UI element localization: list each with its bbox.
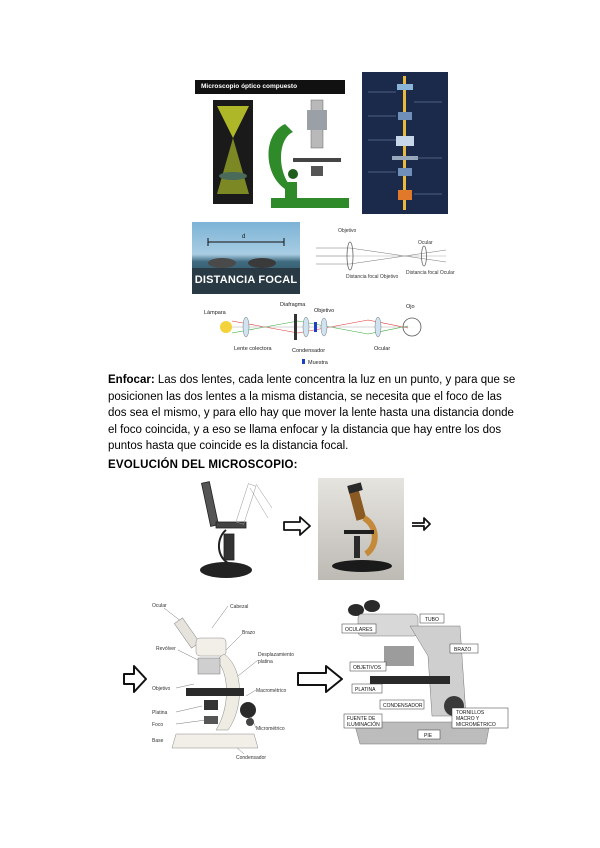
label-focal-ocular: Distancia focal Ocular [406,270,455,276]
compound-microscope-illustration [193,94,355,214]
pd-desplazamiento: Desplazamiento [258,652,294,658]
light-path [232,320,408,334]
pd-platina-label: platina [258,659,273,665]
muestra-legend-swatch [302,359,305,364]
microscope-condenser [311,166,323,176]
scope-base [172,734,258,748]
pd-ocular: Ocular [152,603,167,609]
ocular-lens-train [375,317,381,337]
scope-condenser [204,700,218,710]
distance-marker-letter: d [242,234,246,240]
ms-tornillos-2: MACRO Y [456,716,480,722]
pd-condensador: Condensador [236,755,267,761]
seal-right [248,258,276,268]
student-microscope-diagram [146,598,302,764]
lens-shape [219,172,247,180]
seal-left [208,258,236,268]
pd-brazo: Brazo [242,630,256,636]
ms-fuente-2: ILUMINACIÓN [347,722,380,728]
ocular-right [364,600,380,612]
modern-nosepiece [384,646,414,666]
diaphragm-bar [294,314,297,340]
condenser-block [398,168,412,176]
objective-turret [198,658,220,674]
focal-lens-diagram [306,222,456,294]
pd-micrometrico: Micrométrico [256,726,285,732]
pd-macrometrico: Macrométrico [256,688,287,694]
eyepiece-block [397,84,413,90]
figure-title-banner: Microscopio óptico compuesto [195,80,345,94]
ms-tubo: TUBO [425,617,439,623]
label-muestra: Muestra [308,360,328,366]
scope-head [196,638,226,656]
ms-tornillos-3: MICROMÉTRICO [456,722,496,728]
label-diafragma: Diafragma [280,302,306,308]
microscope-arm [269,124,294,189]
objective-lens-train [321,318,327,336]
focal-distance-photo [192,222,300,294]
ms-fuente-1: FUENTE DE [347,716,376,722]
optical-train-diagram [198,298,438,368]
microscope-stage [293,158,341,162]
ms-objetivos: OBJETIVOS [353,665,382,671]
label-objetivo-train: Objetivo [314,308,335,314]
ms-tornillos-1: TORNILLOS [456,710,485,716]
collector-lens [243,317,249,337]
pd-platina: Platina [152,710,168,716]
antique-microscope-drawing [196,478,276,580]
condenser-lens-train [303,317,309,337]
split-arrow-icon [410,516,432,536]
label-condensador-train: Condensador [292,348,326,354]
label-ocular: Ocular [418,240,433,246]
pd-foco: Foco [152,722,164,728]
enfocar-text: Las dos lentes, cada lente concentra la luz en un punto, y para que se posicionen las dos lentes a la misma distancia, se necesita que el foco de las dos sea el mismo, y para ello hay que mover la lente hasta una distancia donde el foco coincida, y a eso se llama enfocar y la distancia que hay entre los dos puntos hasta que coincide es la distancia focal. [108,374,516,452]
lamp-bulb [220,321,232,333]
sample-marker [314,322,317,332]
label-lampara: Lámpara [204,310,226,316]
focal-banner: DISTANCIA FOCAL [194,274,298,286]
microscope-head [307,110,327,130]
macro-knob [240,702,256,718]
arrow-right-icon-2 [122,664,148,694]
objective-block [396,136,414,146]
ms-brazo: BRAZO [454,647,472,653]
microscope-pillar [285,182,297,200]
modern-stage [370,676,450,684]
label-objetivo: Objetivo [338,228,357,234]
section-heading: EVOLUCIÓN DEL MICROSCOPIO: [108,459,298,471]
pd-objetivo: Objetivo [152,686,171,692]
antique-scope-base [200,562,252,578]
ray-path-diagram [362,72,448,214]
compound-microscope-figure [193,72,355,214]
ms-condensador: CONDENSADOR [383,703,423,709]
pd-revolver: Revólver [156,646,176,652]
label-lente-colectora: Lente colectora [234,346,272,352]
pd-cabezal: Cabezal [230,604,249,610]
arrow-right-icon [282,516,312,536]
scope-lamp [204,716,218,724]
ms-platina: PLATINA [355,687,376,693]
modern-microscope-diagram [340,596,512,754]
enfocar-paragraph [108,372,520,455]
enfocar-term: Enfocar: [108,374,155,386]
micro-knob [246,718,254,726]
lamp-block [398,190,412,200]
brass-microscope-photo [318,478,404,580]
ms-pie: PIE [424,733,433,739]
tube-block [398,112,412,120]
ms-oculares: OCULARES [345,627,373,633]
microscope-base [271,198,349,208]
pd-base: Base [152,738,164,744]
label-ocular-train: Ocular [374,346,391,352]
label-ojo: Ojo [406,304,415,310]
arrow-right-icon-3 [296,664,344,694]
label-focal-objetivo: Distancia focal Objetivo [346,274,399,280]
scope-stage [186,688,244,696]
focus-knob [288,169,298,179]
